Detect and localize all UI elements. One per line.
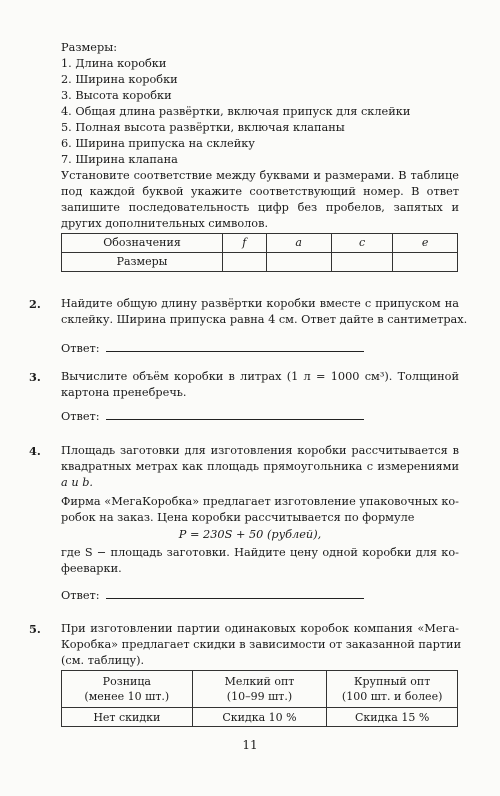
answer-label: Ответ:	[61, 342, 100, 355]
table-cell: Скидка 10 %	[192, 708, 327, 727]
answer-cell[interactable]	[223, 253, 267, 272]
task-line: где S − площадь заготовки. Найдите цену одной коробки для ко-	[61, 546, 459, 559]
header-line: Крупный опт	[353, 675, 431, 688]
table-row-label: Размеры	[62, 253, 223, 272]
discount-table	[61, 670, 458, 727]
answer-cell[interactable]	[331, 253, 393, 272]
table-cell: Нет скидки	[62, 708, 193, 727]
sizes-header: Размеры:	[61, 41, 117, 54]
task-line: квадратных метрах как площадь прямоугольника с измерениями	[61, 460, 459, 473]
task-line: Фирма «МегаКоробка» предлагает изготовление упаковочных ко-	[61, 495, 459, 508]
task2-text	[61, 296, 468, 328]
answer-line[interactable]	[106, 586, 364, 599]
answer-cell[interactable]	[393, 253, 458, 272]
size-item: 3. Высота коробки	[61, 89, 172, 102]
table-header-cell	[327, 671, 458, 708]
table-header-cell: c	[331, 234, 393, 253]
matching-table	[61, 233, 458, 272]
task3-text	[61, 369, 459, 401]
table-header-cell: f	[223, 234, 267, 253]
size-item: 7. Ширина клапана	[61, 153, 178, 166]
task-line: Найдите общую длину развёртки коробки вместе с припуском на	[61, 297, 459, 310]
task-number: 5.	[29, 622, 41, 636]
instruction-line: запишите последовательность цифр без пробелов, запятых и	[61, 201, 459, 214]
task-number: 2.	[29, 297, 41, 311]
instruction-line: под каждой буквой укажите соответствующий номер. В ответ	[61, 185, 459, 198]
task-line: картона пренебречь.	[61, 386, 187, 399]
answer-label: Ответ:	[61, 589, 100, 602]
answer-label: Ответ:	[61, 410, 100, 423]
size-item: 6. Ширина припуска на склейку	[61, 137, 255, 150]
task-line: робок на заказ. Цена коробки рассчитывается по формуле	[61, 511, 415, 524]
task4-text-3	[61, 545, 459, 577]
task-line: (см. таблицу).	[61, 654, 145, 667]
size-item: 1. Длина коробки	[61, 57, 167, 70]
instruction-paragraph	[61, 168, 459, 232]
answer-line[interactable]	[106, 339, 364, 352]
table-header-cell: Обозначения	[62, 234, 223, 253]
answer-cell[interactable]	[266, 253, 331, 272]
instruction-line: Установите соответствие между буквами и размерами. В таблице	[61, 169, 459, 182]
header-line: Мелкий опт	[224, 675, 295, 688]
size-item: 4. Общая длина развёртки, включая припуск для склейки	[61, 105, 411, 118]
header-line: (100 шт. и более)	[341, 690, 443, 703]
task-line: Площадь заготовки для изготовления коробки рассчитывается в	[61, 444, 459, 457]
answer-line[interactable]	[106, 407, 364, 420]
task4-text	[61, 443, 459, 491]
task-line: Вычислите объём коробки в литрах (1 л = 1000 см³). Толщиной	[61, 370, 459, 383]
answer-field[interactable]	[61, 586, 364, 604]
task5-text	[61, 621, 462, 669]
size-item: 5. Полная высота развёртки, включая клапаны	[61, 121, 345, 134]
table-header-cell	[192, 671, 327, 708]
price-formula: P = 230S + 50 (рублей),	[178, 528, 322, 541]
task-line: Коробка» предлагает скидки в зависимости от заказанной партии	[61, 638, 462, 651]
task-line: фееварки.	[61, 562, 122, 575]
sizes-list	[61, 40, 461, 168]
task4-text-2	[61, 494, 459, 526]
task-line: При изготовлении партии одинаковых коробок компания «Мега-	[61, 622, 459, 635]
task-number: 3.	[29, 370, 41, 384]
table-header-cell: e	[393, 234, 458, 253]
page-number: 11	[242, 738, 258, 752]
table-header-cell	[62, 671, 193, 708]
task-line: a и b.	[61, 476, 94, 489]
task-line: склейку. Ширина припуска равна 4 см. Ответ дайте в сантиметрах.	[61, 313, 468, 326]
answer-field[interactable]	[61, 339, 364, 357]
table-header-cell: a	[266, 234, 331, 253]
header-line: Розница	[102, 675, 151, 688]
answer-field[interactable]	[61, 407, 364, 425]
table-cell: Скидка 15 %	[327, 708, 458, 727]
instruction-line: других дополнительных символов.	[61, 217, 269, 230]
task-number: 4.	[29, 444, 41, 458]
header-line: (менее 10 шт.)	[84, 690, 170, 703]
header-line: (10–99 шт.)	[226, 690, 293, 703]
size-item: 2. Ширина коробки	[61, 73, 178, 86]
